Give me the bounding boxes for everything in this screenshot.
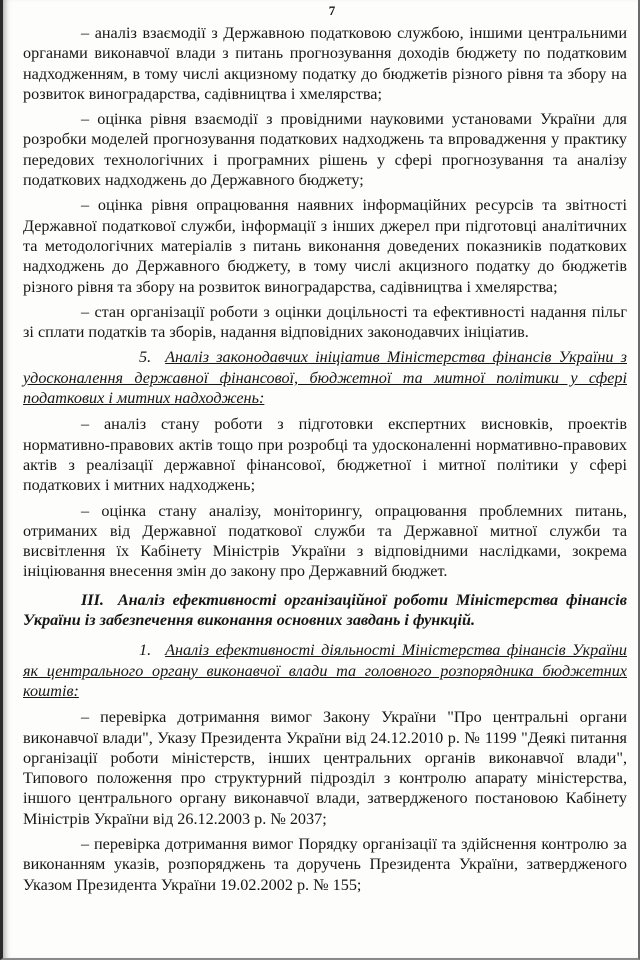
paragraph-item: – оцінка рівня опрацювання наявних інформаційних ресурсів та звітності Державної податкової служби, інформації з інших джерел при підготовці аналітичних та методологічних матеріалів з питань виконання доведених показників податкових надходжень до Державного бюджету, в тому числі акцизного податку до бюджетів різного рівня та збору на розвиток виноградарства, садівництва і хмелярства; — [23, 196, 627, 296]
page-number: 7 — [328, 3, 336, 18]
paragraph-item: – перевірка дотримання вимог Закону України "Про центральні органи виконавчої влади", Указу Президента України від 24.12.2010 р. № 1199 "Деякі питання організації роботи міністерств, інших центральних органів виконавчої влади", Типового положення про структурний підрозділ з контролю апарату міністерства, іншого центрального органу виконавчої влади, затвердженого постановою Кабінету Міністрів України від 26.12.2003 р. № 2037; — [23, 708, 627, 828]
section-number: III. — [81, 590, 104, 609]
paragraph-item: – аналіз стану роботи з підготовки експертних висновків, проектів нормативно-правових актів тощо при розробці та удосконаленні нормативно-правових актів з реалізації державної фінансової, бюджетної і митної політики у сфері податкових і митних надходжень; — [23, 415, 627, 495]
subsection-heading — [23, 347, 627, 408]
paragraph-item: – оцінка стану аналізу, моніторингу, опрацювання проблемних питань, отриманих від Державної податкової служби та Державної митної служби та висвітлення їх Кабінету Міністрів України з відповідними наслідками, зокрема ініціювання внесення змін до закону про Державний бюджет. — [23, 501, 627, 581]
paragraph-item: – аналіз взаємодії з Державною податковою службою, іншими центральними органами виконавчої влади з питань прогнозування доходів бюджету по податковим надходженням, в тому числі акцизному податку до бюджетів різного рівня та збору на розвиток виноградарства, садівництва і хмелярства; — [23, 24, 627, 103]
paragraph-item: – перевірка дотримання вимог Порядку організації та здійснення контролю за виконанням указів, розпоряджень та доручень Президента України, затвердженого Указом Президента України 19.02.2002 р. № 155; — [23, 834, 627, 894]
paragraph-item: – оцінка рівня взаємодії з провідними науковими установами України для розробки моделей прогнозування податкових надходжень та впровадження у практику передових технологічних і програмних рішень у сфері прогнозування та аналізу податкових надходжень до Державного бюджету; — [23, 110, 627, 190]
subsection-title: Аналіз ефективності діяльності Міністерства фінансів України як центрального органу виконавчої влади та головного розпорядника бюджетних коштів: — [23, 641, 627, 700]
section-heading — [23, 590, 627, 631]
subsection-number: 1. — [139, 641, 152, 660]
section-title: Аналіз ефективності організаційної роботи Міністерства фінансів України із забезпечення виконання основних завдань і функцій. — [23, 590, 628, 630]
document-body — [23, 0, 627, 900]
subsection-number: 5. — [139, 348, 152, 367]
paragraph-item: – стан організації роботи з оцінки доцільності та ефективності надання пільг зі сплати податків та зборів, надання відповідних законодавчих ініціатив. — [23, 302, 627, 342]
subsection-title: Аналіз законодавчих ініціатив Міністерства фінансів України з удосконалення державної фінансової, бюджетної та митної політики у сфері податкових і митних надходжень: — [23, 348, 627, 408]
subsection-heading — [23, 640, 627, 701]
